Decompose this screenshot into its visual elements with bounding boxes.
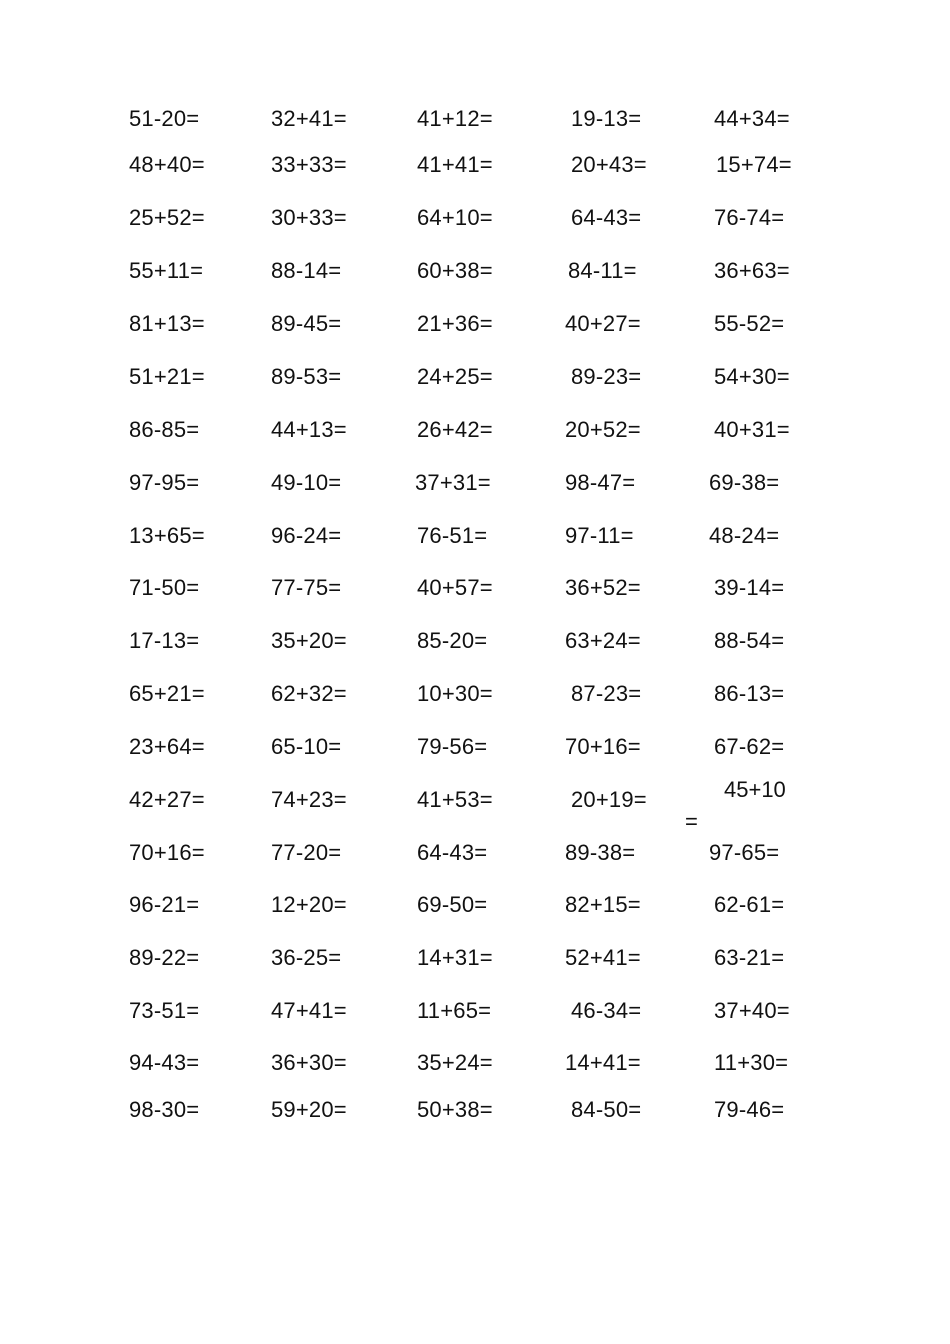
math-problem: 86-85= xyxy=(129,417,200,442)
math-problem: 63+24= xyxy=(565,628,641,653)
math-problem: 64+10= xyxy=(417,205,493,230)
math-problem: 54+30= xyxy=(714,364,790,389)
math-problem: 46-34= xyxy=(571,998,642,1023)
math-problem: 89-38= xyxy=(565,840,636,865)
math-problem: 89-53= xyxy=(271,364,342,389)
math-problem: 36+63= xyxy=(714,258,790,283)
math-problem: 65-10= xyxy=(271,734,342,759)
math-problem: 59+20= xyxy=(271,1097,347,1122)
math-problem: 85-20= xyxy=(417,628,488,653)
math-problem: 89-23= xyxy=(571,364,642,389)
math-problem: 12+20= xyxy=(271,892,347,917)
math-problem: 48+40= xyxy=(129,152,205,177)
math-problem: 76-74= xyxy=(714,205,785,230)
math-problem: 52+41= xyxy=(565,945,641,970)
math-problem: 30+33= xyxy=(271,205,347,230)
math-problem: 89-45= xyxy=(271,311,342,336)
math-problem: 51+21= xyxy=(129,364,205,389)
math-problem: 84-50= xyxy=(571,1097,642,1122)
math-problem: 48-24= xyxy=(709,523,780,548)
math-problem: 26+42= xyxy=(417,417,493,442)
math-problem: 33+33= xyxy=(271,152,347,177)
math-problem: 11+30= xyxy=(714,1050,789,1075)
math-problem: 21+36= xyxy=(417,311,493,336)
math-problem: 89-22= xyxy=(129,945,200,970)
math-problem: 96-21= xyxy=(129,892,200,917)
math-problem: 14+41= xyxy=(565,1050,641,1075)
math-problem: 97-11= xyxy=(565,523,634,548)
math-problem: 20+19= xyxy=(571,787,647,812)
math-problem: 36-25= xyxy=(271,945,342,970)
math-problem: 23+64= xyxy=(129,734,205,759)
math-problem: 14+31= xyxy=(417,945,493,970)
math-problem: 64-43= xyxy=(571,205,642,230)
math-problem: 96-24= xyxy=(271,523,342,548)
math-problem: 55+11= xyxy=(129,258,204,283)
math-problem: 20+43= xyxy=(571,152,647,177)
math-problem: 44+34= xyxy=(714,106,790,131)
math-problem: 19-13= xyxy=(571,106,642,131)
math-problem: 17-13= xyxy=(129,628,200,653)
math-problem: 74+23= xyxy=(271,787,347,812)
math-problem: 55-52= xyxy=(714,311,785,336)
math-problem: 24+25= xyxy=(417,364,493,389)
math-problem: 50+38= xyxy=(417,1097,493,1122)
math-problem: 88-54= xyxy=(714,628,785,653)
math-problem: 97-95= xyxy=(129,470,200,495)
math-problem: 49-10= xyxy=(271,470,342,495)
wrapped-problem-expression: 45+10 xyxy=(724,777,786,802)
math-problem: 70+16= xyxy=(129,840,205,865)
math-problem: 84-11= xyxy=(568,258,637,283)
math-problem: 35+24= xyxy=(417,1050,493,1075)
math-problem: 35+20= xyxy=(271,628,347,653)
math-problem: 41+53= xyxy=(417,787,493,812)
math-problem: 39-14= xyxy=(714,575,785,600)
math-problem: 25+52= xyxy=(129,205,205,230)
math-problem: 20+52= xyxy=(565,417,641,442)
math-problem: 11+65= xyxy=(417,998,492,1023)
math-problem: 15+74= xyxy=(716,152,792,177)
math-problem: 62-61= xyxy=(714,892,785,917)
math-problem: 62+32= xyxy=(271,681,347,706)
math-problem: 40+57= xyxy=(417,575,493,600)
math-problem: 44+13= xyxy=(271,417,347,442)
math-problem: 67-62= xyxy=(714,734,785,759)
math-problem: 77-20= xyxy=(271,840,342,865)
math-problem: 98-47= xyxy=(565,470,636,495)
math-problem: 70+16= xyxy=(565,734,641,759)
math-problem: 88-14= xyxy=(271,258,342,283)
math-problem: 69-50= xyxy=(417,892,488,917)
math-problem: 10+30= xyxy=(417,681,493,706)
math-problem: 82+15= xyxy=(565,892,641,917)
math-problem: 41+12= xyxy=(417,106,493,131)
math-problem: 86-13= xyxy=(714,681,785,706)
math-problem: 71-50= xyxy=(129,575,200,600)
math-problem: 47+41= xyxy=(271,998,347,1023)
math-problem: 65+21= xyxy=(129,681,205,706)
math-problem: 79-56= xyxy=(417,734,488,759)
math-problem: 81+13= xyxy=(129,311,205,336)
math-problem: 69-38= xyxy=(709,470,780,495)
math-problem: 36+52= xyxy=(565,575,641,600)
wrapped-problem-equals: = xyxy=(685,809,698,834)
math-problem: 63-21= xyxy=(714,945,785,970)
math-problem: 73-51= xyxy=(129,998,200,1023)
math-problem: 98-30= xyxy=(129,1097,200,1122)
math-problem: 37+40= xyxy=(714,998,790,1023)
math-problem: 13+65= xyxy=(129,523,205,548)
math-problem: 41+41= xyxy=(417,152,493,177)
math-problem: 79-46= xyxy=(714,1097,785,1122)
math-problem: 51-20= xyxy=(129,106,200,131)
math-problem: 40+31= xyxy=(714,417,790,442)
math-problem: 42+27= xyxy=(129,787,205,812)
math-problem: 60+38= xyxy=(417,258,493,283)
math-problem: 64-43= xyxy=(417,840,488,865)
math-problem: 37+31= xyxy=(415,470,491,495)
math-problem: 40+27= xyxy=(565,311,641,336)
math-problem: 97-65= xyxy=(709,840,780,865)
math-problem: 36+30= xyxy=(271,1050,347,1075)
math-problem: 32+41= xyxy=(271,106,347,131)
math-problem: 77-75= xyxy=(271,575,342,600)
math-problem: 94-43= xyxy=(129,1050,200,1075)
math-problem: 87-23= xyxy=(571,681,642,706)
math-problem: 76-51= xyxy=(417,523,488,548)
